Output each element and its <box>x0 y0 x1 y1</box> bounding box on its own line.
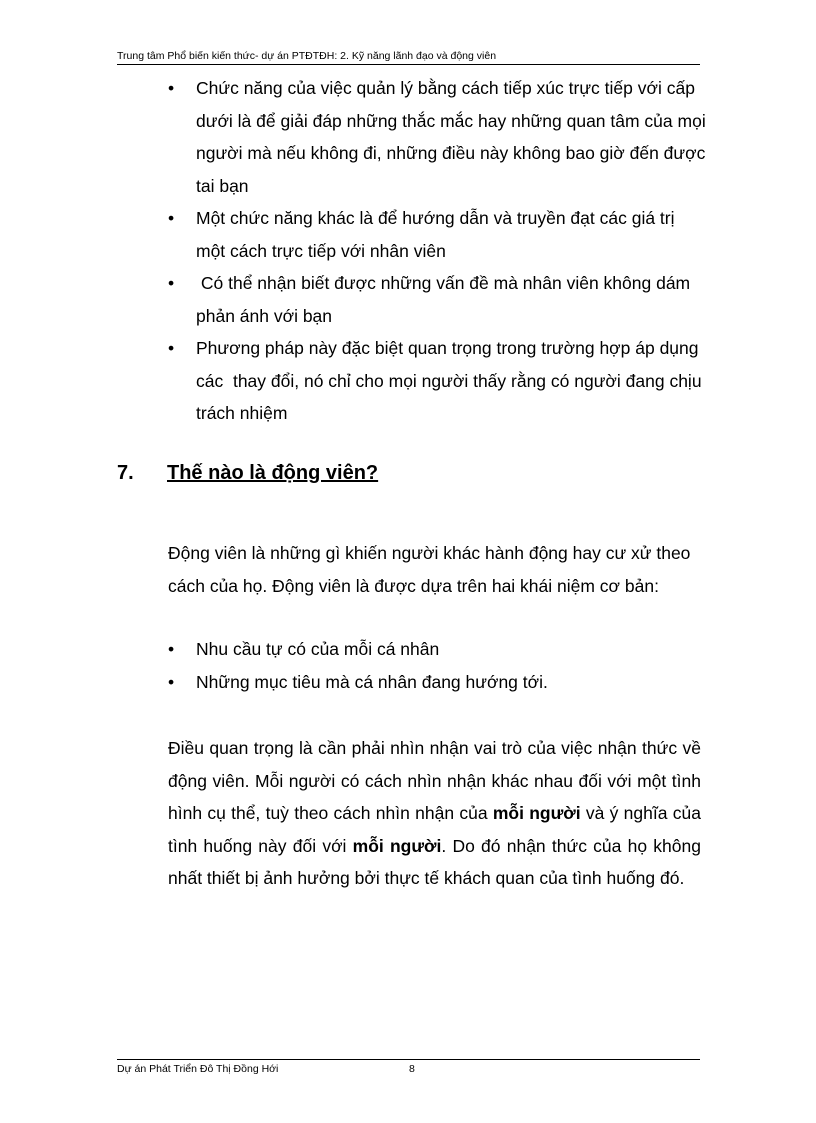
list-item <box>168 666 708 699</box>
bullet-list-top <box>168 72 708 430</box>
main-paragraph-part2: và ý nghĩa của tình huống này đối với <box>168 803 701 856</box>
header-text: Trung tâm Phổ biến kiến thức- dự án PTĐTĐH: 2. Kỹ năng lãnh đạo và động viên <box>117 50 497 62</box>
list-item-text: Phương pháp này đặc biệt quan trọng trong trường hợp áp dụng các thay đổi, nó chỉ cho mọi người thấy rằng có người đang chịu trách nhiệm <box>196 338 707 423</box>
intro-paragraph: Động viên là những gì khiến người khác hành động hay cư xử theo cách của họ. Động viên là được dựa trên hai khái niệm cơ bản: <box>168 543 691 596</box>
main-paragraph-bold2: mỗi người <box>352 835 442 856</box>
list-item <box>168 72 708 202</box>
bullet-icon: • <box>168 338 175 358</box>
page-footer <box>117 1059 700 1076</box>
list-item <box>168 332 708 430</box>
bullet-icon: • <box>168 208 175 228</box>
main-paragraph-part1: Điều quan trọng là cần phải nhìn nhận vai trò của việc nhận thức về động viên. Mỗi người có cách nhìn nhận khác nhau đối với một tình hình cụ thể, tuỳ theo cách nhìn nhận của <box>168 738 701 823</box>
list-item <box>168 202 708 267</box>
section-title: Thế nào là động viên? <box>167 462 379 484</box>
list-item-text: Có thể nhận biết được những vấn đề mà nhân viên không dám phản ánh với bạn <box>196 273 696 326</box>
page-number: 8 <box>409 1063 415 1075</box>
main-paragraph-bold1: mỗi người <box>492 803 581 823</box>
list-item <box>168 633 708 666</box>
list-item-text: Chức năng của việc quản lý bằng cách tiếp xúc trực tiếp với cấp dưới là để giải đáp những thắc mắc hay những quan tâm của mọi người mà nếu không đi, những điều này không bao giờ đến được tai bạn <box>196 78 706 196</box>
list-item <box>168 267 708 332</box>
footer-project-name: Dự án Phát Triển Đô Thị Đồng Hới <box>117 1063 279 1075</box>
bullet-icon: • <box>168 78 175 98</box>
bullet-icon: • <box>168 639 175 659</box>
main-paragraph <box>168 732 701 895</box>
section-heading <box>117 462 378 485</box>
bullet-icon: • <box>168 671 175 692</box>
bullet-list-bottom <box>168 633 708 698</box>
bullet-icon: • <box>168 273 175 293</box>
list-item-text: Nhu cầu tự có của mỗi cá nhân <box>196 639 440 659</box>
list-item-text: Những mục tiêu mà cá nhân đang hướng tới. <box>196 671 548 692</box>
list-item-text: Một chức năng khác là để hướng dẫn và truyền đạt các giá trị một cách trực tiếp với nhân viên <box>196 208 675 261</box>
page-header <box>117 50 700 65</box>
main-paragraph-part3: . Do đó nhận thức của họ không nhất thiết bị ảnh hưởng bởi thực tế khách quan của tình huống đó. <box>168 835 701 888</box>
section-number: 7. <box>117 462 134 484</box>
